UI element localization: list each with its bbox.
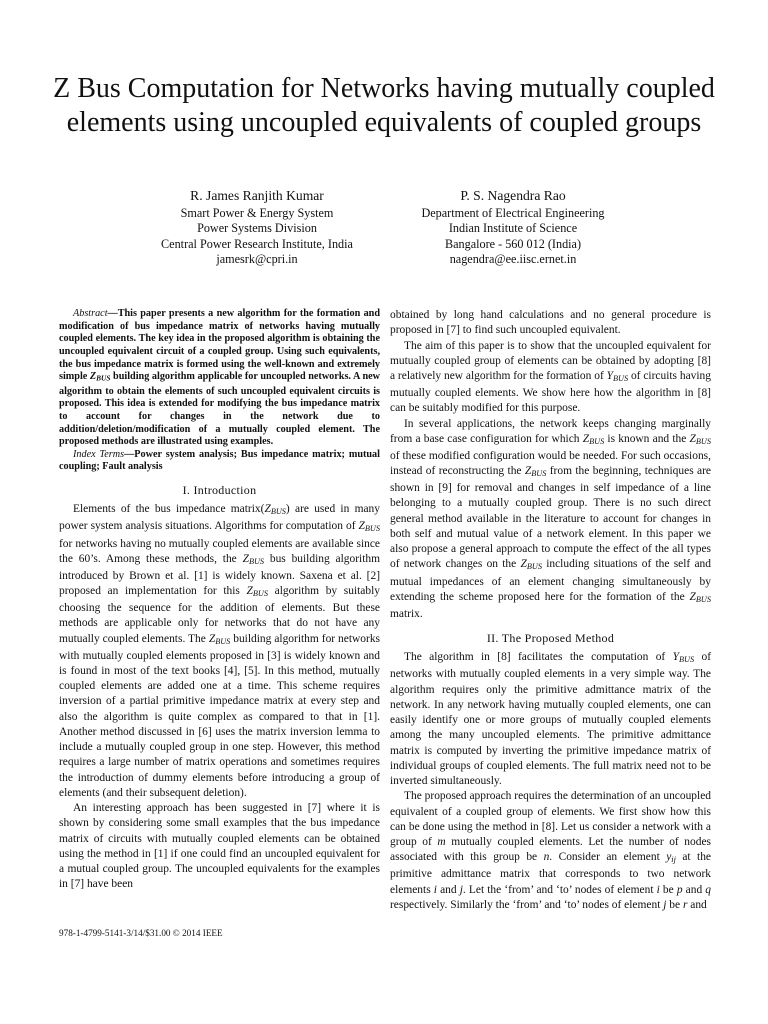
zbus-symbol: Z <box>89 371 97 383</box>
paper-title: Z Bus Computation for Networks having mutually coupled elements using uncoupled equivalents of coupled groups <box>53 73 715 139</box>
right-column <box>390 308 711 913</box>
author-name: P. S. Nagendra Rao <box>460 188 566 203</box>
body-paragraph: In several applications, the network keeps changing marginally from a base case configuration for which $Z_{BUS}$ is known and the $Z_{BUS}$ of these modified configuration would be needed. For such occasions, instead of reconstructing the $Z_{BUS}$ from the beginning, techniques are shown in [9] for removal and changes in self impedance of a line belonging to a mutually coupled group. There is no such direct general method available in the literature to account for changes in both self and mutual value of a network element. In this paper we also propose a general approach to compute the effect of the all types of network changes on the $Z_{BUS}$ including situations of the self and mutual impedances of an element changing simultaneously by extending the scheme proposed here for the formation of the $Z_{BUS}$ matrix. <box>390 417 711 620</box>
body-paragraph: An interesting approach has been suggested in [7] where it is shown by considering some small examples that the bus impedance matrix of circuits with mutually coupled elements can be obtained using the method in [1] if one could find an uncoupled equivalent for a mutual coupled group. The uncoupled equivalents for the examples in [7] have been <box>59 802 380 891</box>
body-paragraph: The algorithm in [8] facilitates the computation of $Y_{BUS}$ of networks with mutually coupled elements in a very simple way. The algorithm requires only the primitive admittance matrix of the network. In any network having mutually coupled elements, one can easily identify one or more groups of mutually coupled elements among the many uncoupled elements. The primitive admittance matrix is computed by inverting the primitive impedance matrix of individual groups of coupled elements. The full matrix need not to be inverted simultaneously. <box>390 651 711 788</box>
section-heading-proposed-method: II. The Proposed Method <box>486 631 615 646</box>
abstract-paragraph <box>59 308 380 449</box>
abstract-text: building algorithm applicable for uncoupled networks. A new algorithm to obtain the elements of such uncoupled equivalent circuits is proposed. This idea is extended for modifying the bus impedance matrix to account for changes in the network due to addition/deletion/modification of a mutually coupled element. The proposed methods are illustrated using examples. <box>59 371 380 448</box>
body-paragraph: Elements of the bus impedance $matrix(Z_{BUS})$ are used in many power system analysis situations. Algorithms for computation of $Z_{BUS}$ for networks having no mutually coupled elements are available since the 60’s. Among these methods, the $Z_{BUS}$ bus building algorithm introduced by Brown et al. [1] is widely known. Saxena et al. [2] proposed an implementation for this $Z_{BUS}$ algorithm by suitably choosing the sequence for the addition of elements. But these methods are applicable only for networks that do not have any mutually coupled elements. The $Z_{BUS}$ building algorithm for networks with mutually coupled elements proposed in [3] is widely known and is found in most of the text books [4], [5]. In this method, mutually coupled elements are added one at a time. This scheme requires inversion of a partial primitive impedance matrix at every step and also the algorithm is quite complex as compared to that in [1]. Another method discussed in [6] uses the matrix inversion lemma to include a mutually coupled group in one step. However, this method requires a large number of matrix operations and sometimes requires the introduction of dummy elements before introducing a group of elements (and their subsequent deletion). <box>59 503 380 799</box>
author-name: R. James Ranjith Kumar <box>190 188 324 203</box>
author-email: jamesrk@cpri.in <box>216 252 298 267</box>
author-block-2 <box>363 188 663 268</box>
abstract <box>59 308 380 474</box>
section-heading-introduction: I. Introduction <box>182 483 257 498</box>
index-terms-text: —Power system analysis; Bus impedance matrix; mutual coupling; Fault analysis <box>59 448 380 473</box>
left-column <box>59 308 380 893</box>
author-affiliation: Indian Institute of Science <box>448 221 578 236</box>
author-affiliation: Central Power Research Institute, India <box>161 236 353 251</box>
copyright-footer: 978-1-4799-5141-3/14/$31.00 © 2014 IEEE <box>59 928 223 938</box>
author-affiliation: Department of Electrical Engineering <box>421 205 605 220</box>
body-paragraph: The aim of this paper is to show that the uncoupled equivalent for mutually coupled group of elements can be obtained by adopting [8] a relatively new algorithm for the formation of $Y_{BUS}$ of circuits having mutually coupled elements. We show here how the algorithm in [8] can be suitably modified for this purpose. <box>390 339 711 415</box>
body-paragraph: obtained by long hand calculations and no general procedure is proposed in [7] to find such uncoupled equivalent. <box>390 309 711 337</box>
author-affiliation: Smart Power & Energy System <box>180 205 334 220</box>
abstract-label: Abstract <box>73 308 108 319</box>
index-terms-label: Index Terms <box>73 448 125 460</box>
author-affiliation: Bangalore - 560 012 (India) <box>444 236 582 251</box>
author-affiliation: Power Systems Division <box>197 221 317 236</box>
index-terms <box>59 449 380 474</box>
zbus-subscript: BUS <box>96 373 111 383</box>
body-paragraph: The proposed approach requires the determination of an uncoupled equivalent of a coupled group of elements. We first show how this can be done using the method in [8]. Let us consider a network with a group of m mutually coupled elements. Let the number of nodes associated with this group be n. Consider an element $y_{ij}$ at the primitive admittance matrix that corresponds to two network elements i and j. Let the ‘from’ and ‘to’ nodes of element i be p and q respectively. Similarly the ‘from’ and ‘to’ nodes of element j be r and <box>390 790 712 911</box>
abstract-text: —This paper presents a new algorithm for the formation and modification of bus impedance matrix of networks having mutually coupled elements. The key idea in the proposed algorithm is obtaining the uncoupled equivalent circuit of a coupled group. Using such equivalents, the bus impedance matrix is formed using the well-known and extremely simple <box>59 308 380 383</box>
author-block-1 <box>107 188 407 268</box>
author-email: nagendra@ee.iisc.ernet.in <box>449 252 577 267</box>
